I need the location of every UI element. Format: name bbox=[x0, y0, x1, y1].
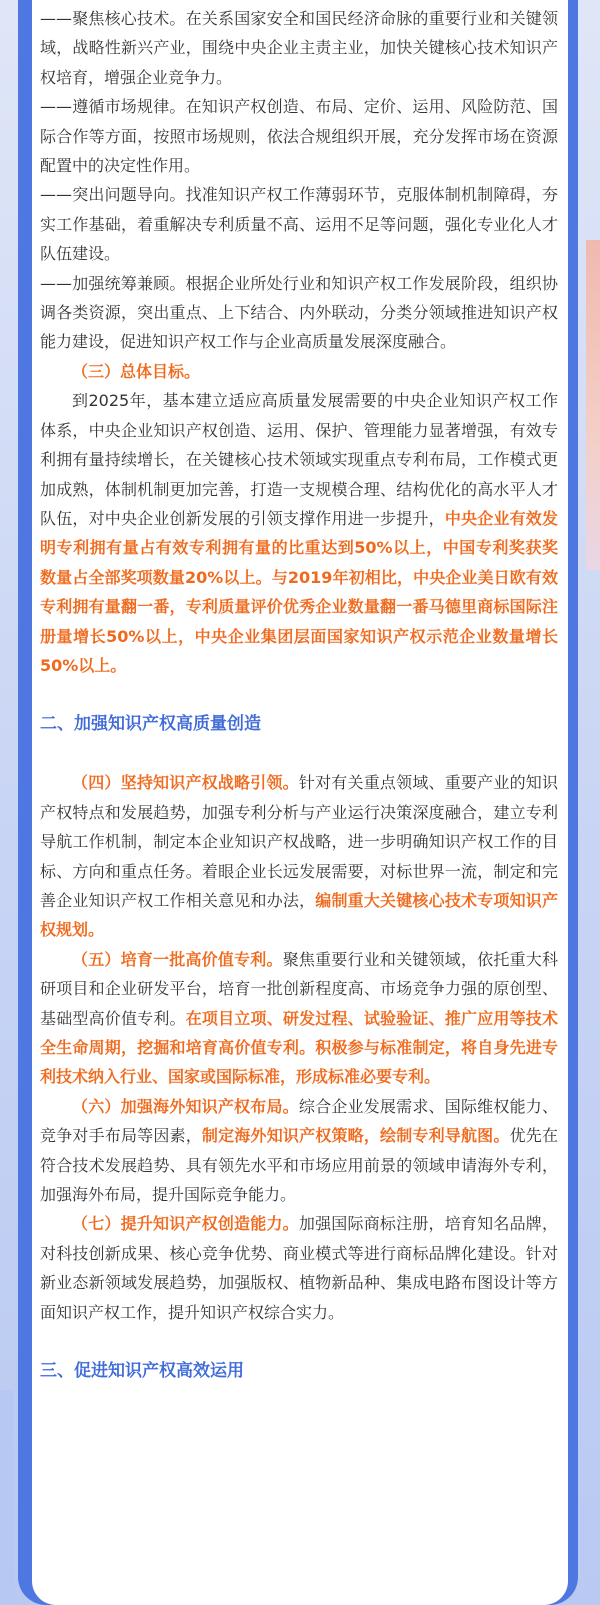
section-3-title: 三、促进知识产权高效运用 bbox=[40, 1361, 244, 1382]
goal-paragraph bbox=[40, 386, 558, 680]
left-decorative-stripe bbox=[0, 1390, 14, 1605]
section-2-item bbox=[40, 1092, 558, 1210]
section-2-title: 二、加强知识产权高质量创造 bbox=[40, 714, 261, 735]
section-2-item bbox=[40, 768, 558, 944]
item-highlight: 制定海外知识产权策略，绘制专利导航图。 bbox=[201, 1126, 510, 1146]
principle-paragraph: ——遵循市场规律。在知识产权创造、布局、定价、运用、风险防范、国际合作等方面，按照市场规则，依法合规组织开展，充分发挥市场在资源配置中的决定性作用。 bbox=[40, 97, 558, 176]
principle-paragraph: ——加强统筹兼顾。根据企业所处行业和知识产权工作发展阶段，组织协调各类资源，突出重点、上下结合、内外联动，分类分领域推进知识产权能力建设，促进知识产权工作与企业高质量发展深度融合。 bbox=[40, 273, 558, 352]
principle-paragraph: ——突出问题导向。找准知识产权工作薄弱环节，克服体制机制障碍，夯实工作基础，着重解决专利质量不高、运用不足等问题，强化专业化人才队伍建设。 bbox=[40, 185, 558, 264]
goal-heading-paragraph bbox=[40, 357, 558, 386]
item-tail: 优先在符合技术发展趋势、具有领先水平和市场应用前景的领域申请海外专利，加强海外布局，提升国际竞争能力。 bbox=[40, 1126, 558, 1205]
item-body: 针对有关重点领域、重要产业的知识产权特点和发展趋势，加强专利分析与产业运行决策深度融合，建立专利导航工作机制，制定本企业知识产权战略，进一步明确知识产权工作的目标、方向和重点任务。着眼企业长远发展需要，对标世界一流，制定和完善企业知识产权工作相关意见和办法， bbox=[40, 773, 558, 910]
spacer bbox=[40, 1327, 558, 1356]
item-highlight: 在项目立项、研发过程、试验验证、推广应用等技术全生命周期，挖掘和培育高价值专利。积极参与标准制定，将自身先进专利技术纳入行业、国家或国际标准，形成标准必要专利。 bbox=[40, 1008, 558, 1087]
principle-paragraph: ——聚焦核心技术。在关系国家安全和国民经济命脉的重要行业和关键领域，战略性新兴产业，围绕中央企业主责主业，加快关键核心技术知识产权培育，增强企业竞争力。 bbox=[40, 9, 558, 87]
item-body: 聚焦重要行业和关键领域，依托重大科研项目和企业研发平台，培育一批创新程度高、市场竞争力强的原创型、基础型高价值专利。 bbox=[40, 949, 558, 1028]
right-decorative-stripe bbox=[586, 240, 600, 570]
item-highlight: 编制重大关键核心技术专项知识产权规划。 bbox=[40, 890, 558, 940]
section-2-item bbox=[40, 945, 558, 1092]
goal-body: 到2025年，基本建立适应高质量发展需要的中央企业知识产权工作体系，中央企业知识产权创造、运用、保护、管理能力显著增强，有效专利拥有量持续增长，在关键核心技术领域实现重点专利布局，工作模式更加成熟，体制机制更加完善，打造一支规模合理、结构优化的高水平人才队伍，对中央企业创新发展的引领支撑作用进一步提升， bbox=[40, 391, 558, 528]
item-heading: （七）提升知识产权创造能力。 bbox=[72, 1214, 299, 1234]
section-2-item bbox=[40, 1209, 558, 1327]
spacer bbox=[40, 680, 558, 709]
item-body: 加强国际商标注册，培育知名品牌，对科技创新成果、核心竞争优势、商业模式等进行商标品牌化建设。针对新业态新领域发展趋势，加强版权、植物新品种、集成电路布图设计等方面知识产权工作，提升知识产权综合实力。 bbox=[40, 1214, 558, 1322]
goal-heading: （三）总体目标。 bbox=[72, 361, 201, 381]
goal-highlight: 中央企业有效发明专利拥有量占有效专利拥有量的比重达到50%以上，中国专利奖获奖数量占全部奖项数量20%以上。与2019年初相比，中央企业美日欧有效专利拥有量翻一番，专利质量评价优秀企业数量翻一番马德里商标国际注册量增长50%以上，中央企业集团层面国家知识产权示范企业数量增长50%以上。 bbox=[40, 508, 558, 675]
item-body: 综合企业发展需求、国际维权能力、竞争对手布局等因素， bbox=[40, 1096, 558, 1146]
article-body bbox=[40, 4, 558, 1386]
item-heading: （五）培育一批高价值专利。 bbox=[72, 949, 283, 969]
item-heading: （四）坚持知识产权战略引领。 bbox=[72, 773, 299, 793]
item-heading: （六）加强海外知识产权布局。 bbox=[72, 1096, 299, 1116]
spacer bbox=[40, 739, 558, 768]
